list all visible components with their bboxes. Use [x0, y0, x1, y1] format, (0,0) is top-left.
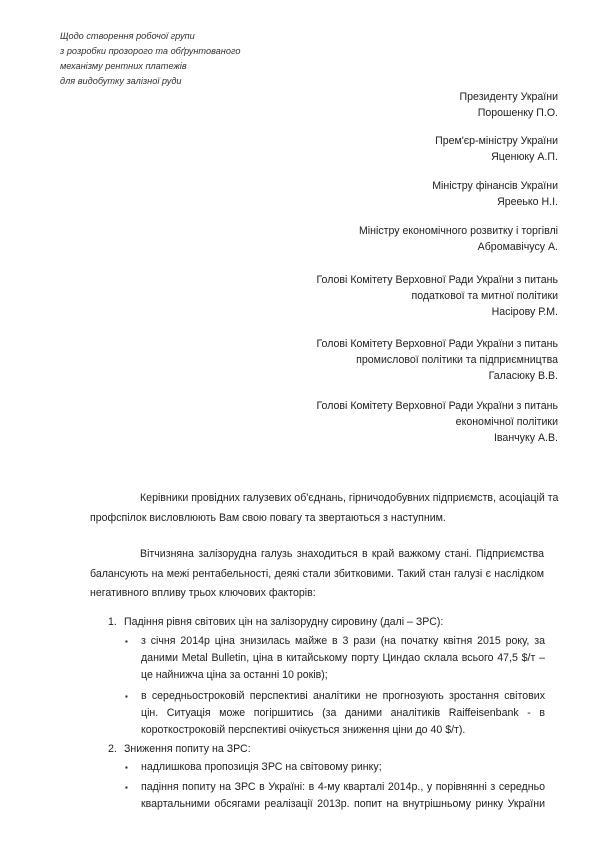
intro-line: профспілок висловлюють Вам свою повагу та звертаються з наступним.: [90, 511, 446, 524]
recipient-economy-minister: [359, 223, 558, 255]
factor-item: [108, 741, 251, 757]
square-bullet-icon: ▪: [125, 783, 128, 792]
recipient-finance-minister: [432, 178, 558, 210]
intro-line: Керівники провідних галузевих об'єднань, гірничодобувних підприємств, асоціацій та: [140, 492, 559, 504]
factor-item: [108, 614, 443, 630]
recipient-president: [460, 89, 558, 121]
recipient-name: Галасюку В.В.: [488, 370, 558, 382]
recipient-economic-committee: [317, 398, 558, 446]
situation-line: негативного впливу трьох ключових факторів:: [90, 587, 316, 599]
recipient-name: Абромавічусу А.: [477, 241, 558, 253]
bullet-line: надлишкова пропозиція ЗРС на світовому ринку;: [141, 761, 382, 773]
bullet-line: квартальними обсягами реалізації 2013р. попит на внутрішньому ринку України: [141, 798, 545, 810]
situation-line: балансують на межі рентабельності, деякі стали збитковими. Такий стан галузі є наслідком: [90, 567, 544, 580]
recipient-name: Ярееько Н.І.: [497, 196, 558, 208]
bullet-line: даними Metal Bulletin, ціна в китайському порту Циндао склала всього 47,5 $/т –: [141, 652, 545, 664]
square-bullet-icon: ▪: [125, 637, 128, 646]
factor-bullet: [125, 759, 545, 776]
square-bullet-icon: ▪: [125, 692, 128, 701]
factor-title: Падіння рівня світових цін на залізорудну сировину (далі – ЗРС):: [124, 616, 444, 628]
factor-title: Зниження попиту на ЗРС:: [124, 743, 251, 755]
factor-bullet: [125, 688, 545, 739]
subject-line: механізму рентних платежів: [60, 61, 187, 71]
recipient-tax-committee: [317, 272, 558, 320]
bullet-line: з січня 2014р ціна знизилась майже в 3 рази (на початку квітня 2015 року, за: [141, 635, 545, 647]
recipient-title: Президенту України: [459, 91, 558, 103]
situation-paragraph: [90, 545, 544, 604]
recipient-name: Іванчуку А.В.: [493, 432, 558, 444]
bullet-line: цін. Ситуація може погіршитись (за даними аналітиків Raiffeisenbank - в: [141, 707, 545, 719]
bullet-line: це найнижча ціна за останні 10 років);: [141, 669, 328, 681]
recipient-name: Насірову Р.М.: [491, 306, 558, 318]
factor-bullet: [125, 779, 545, 813]
subject-line: з розробки прозорого та обґрунтованого: [60, 46, 241, 56]
recipient-title: податкової та митної політики: [411, 290, 558, 302]
recipient-title: Міністру економічного розвитку і торгівлі: [358, 225, 558, 237]
bullet-line: в середньостроковій перспективі аналітики не прогнозують зростання світових: [141, 690, 545, 702]
factor-number: 2.: [108, 743, 117, 755]
bullet-line: падіння попиту на ЗРС в Україні: в 4-му кварталі 2014р., у порівнянні з середньо: [141, 781, 545, 793]
recipient-name: Яценюку А.П.: [491, 151, 558, 163]
recipient-title: промислової політики та підприємництва: [356, 354, 558, 366]
intro-paragraph: [90, 489, 559, 528]
bullet-line: короткостроковій перспективі очікується зниження ціни до 40 $/т).: [141, 724, 466, 736]
factor-bullet: [125, 633, 545, 684]
recipient-title: економічної політики: [455, 416, 558, 428]
recipient-title: Прем'єр-міністру України: [435, 135, 558, 147]
situation-line: Вітчизняна залізорудна галузь знаходиться в край важкому стані. Підприємства: [140, 548, 544, 560]
recipient-industry-committee: [317, 336, 558, 384]
subject-line: Щодо створення робочої групи: [60, 31, 195, 41]
recipient-title: Міністру фінансів України: [432, 180, 558, 192]
recipient-title: Голові Комітету Верховної Ради України з питань: [316, 338, 558, 350]
recipient-title: Голові Комітету Верховної Ради України з питань: [316, 274, 558, 286]
subject-line: для видобутку залізної руди: [60, 76, 182, 86]
recipient-name: Порошенку П.О.: [477, 107, 558, 119]
recipient-title: Голові Комітету Верховної Ради України з питань: [316, 400, 558, 412]
subject-block: [60, 29, 320, 89]
factor-number: 1.: [108, 616, 117, 628]
recipient-prime-minister: [435, 133, 558, 165]
square-bullet-icon: ▪: [125, 763, 128, 772]
